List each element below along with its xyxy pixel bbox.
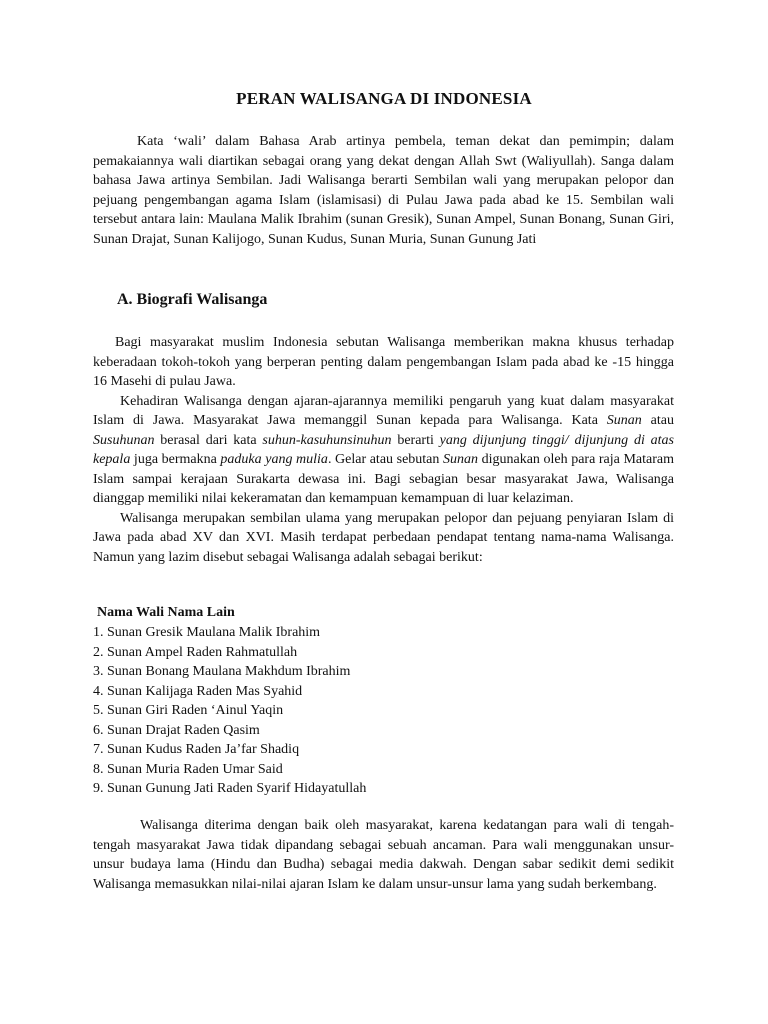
p2-text-5: juga bermakna	[130, 452, 221, 467]
list-item: 4. Sunan Kalijaga Raden Mas Syahid	[93, 683, 303, 699]
paragraph-2	[93, 392, 674, 509]
p2-italic-3: suhun-kasuhunsinuhun	[262, 432, 392, 448]
p2-text-3: berasal dari kata	[154, 432, 263, 448]
paragraph-4: Walisanga diterima dengan baik oleh masyarakat, karena kedatangan para wali di tengah-tengah masyarakat Jawa tidak dipandang sebagai sebuah ancaman. Para wali menggunakan unsur-unsur budaya lama (Hindu dan Budha) sebagai media dakwah. Dengan sabar sedikit demi sedikit Walisanga memasukkan nilai-nilai ajaran Islam ke dalam unsur-unsur lama yang sudah berkembang.	[93, 818, 674, 892]
list-item: 5. Sunan Giri Raden ‘Ainul Yaqin	[93, 703, 284, 718]
p2-text-1: Kehadiran Walisanga dengan ajaran-ajarannya memiliki pengaruh yang kuat dalam masyarakat Islam di Jawa. Masyarakat Jawa memanggil Sunan kepada para Walisanga. Kata	[93, 393, 674, 428]
p2-italic-5: paduka yang mulia	[220, 452, 328, 467]
p2-text-6: . Gelar atau sebutan	[327, 452, 443, 467]
list-item: 3. Sunan Bonang Maulana Makhdum Ibrahim	[93, 664, 351, 679]
p2-text-2: atau	[641, 413, 674, 428]
p2-text-4: berarti	[391, 432, 440, 448]
list-item: 7. Sunan Kudus Raden Ja’far Shadiq	[93, 742, 300, 757]
closing-block	[93, 816, 674, 894]
list-item: 9. Sunan Gunung Jati Raden Syarif Hidayatullah	[93, 781, 367, 796]
list-item: 8. Sunan Muria Raden Umar Said	[93, 761, 283, 777]
intro-paragraph: Kata ‘wali’ dalam Bahasa Arab artinya pembela, teman dekat dan pemimpin; dalam pemakaiannya wali diartikan sebagai orang yang dekat dengan Allah Swt (Waliyullah). Sanga dalam bahasa Jawa artinya Sembilan. Jadi Walisanga berarti Sembilan wali yang merupakan pelopor dan pejuang pengembangan agama Islam (islamisasi) di Pulau Jawa pada abad ke 15. Sembilan wali tersebut antara lain: Maulana Malik Ibrahim (sunan Gresik), Sunan Ampel, Sunan Bonang, Sunan Giri, Sunan Drajat, Sunan Kalijogo, Sunan Kudus, Sunan Muria, Sunan Gunung Jati	[93, 134, 674, 247]
paragraph-3: Walisanga merupakan sembilan ulama yang merupakan pelopor dan pejuang penyiaran Islam di Jawa pada abad XV dan XVI. Masih terdapat perbedaan pendapat tentang nama-nama Walisanga. Namun yang lazim disebut sebagai Walisanga adalah sebagai berikut:	[93, 510, 674, 565]
list-header: Nama Wali Nama Lain	[97, 605, 235, 620]
wali-list	[93, 623, 366, 799]
paragraph-1: Bagi masyarakat muslim Indonesia sebutan Walisanga memberikan makna khusus terhadap keberadaan tokoh-tokoh yang berperan penting dalam pengembangan Islam pada abad ke -15 hingga 16 Masehi di pulau Jawa.	[93, 335, 674, 389]
list-item: 1. Sunan Gresik Maulana Malik Ibrahim	[93, 625, 321, 640]
biografi-block	[93, 333, 674, 567]
list-item: 2. Sunan Ampel Raden Rahmatullah	[93, 644, 298, 660]
p2-italic-2: Susuhunan	[93, 432, 155, 448]
list-item: 6. Sunan Drajat Raden Qasim	[93, 722, 260, 738]
p2-italic-6: Sunan	[443, 452, 478, 467]
intro-paragraph-block	[93, 132, 674, 249]
section-heading: A. Biografi Walisanga	[117, 291, 268, 308]
p2-italic-1: Sunan	[606, 413, 642, 428]
page-title: PERAN WALISANGA DI INDONESIA	[236, 89, 532, 108]
p2-text-7: digunakan oleh para raja Mataram Islam sampai kerajaan Surakarta dewasa ini. Bagi sebagian besar masyarakat Jawa, Walisanga dianggap memiliki nilai kekeramatan dan kemampuan kemampuan di luar kelaziman.	[93, 452, 674, 506]
p2-italic-4: yang dijunjung tinggi/ dijunjung di atas kepala	[93, 432, 674, 467]
